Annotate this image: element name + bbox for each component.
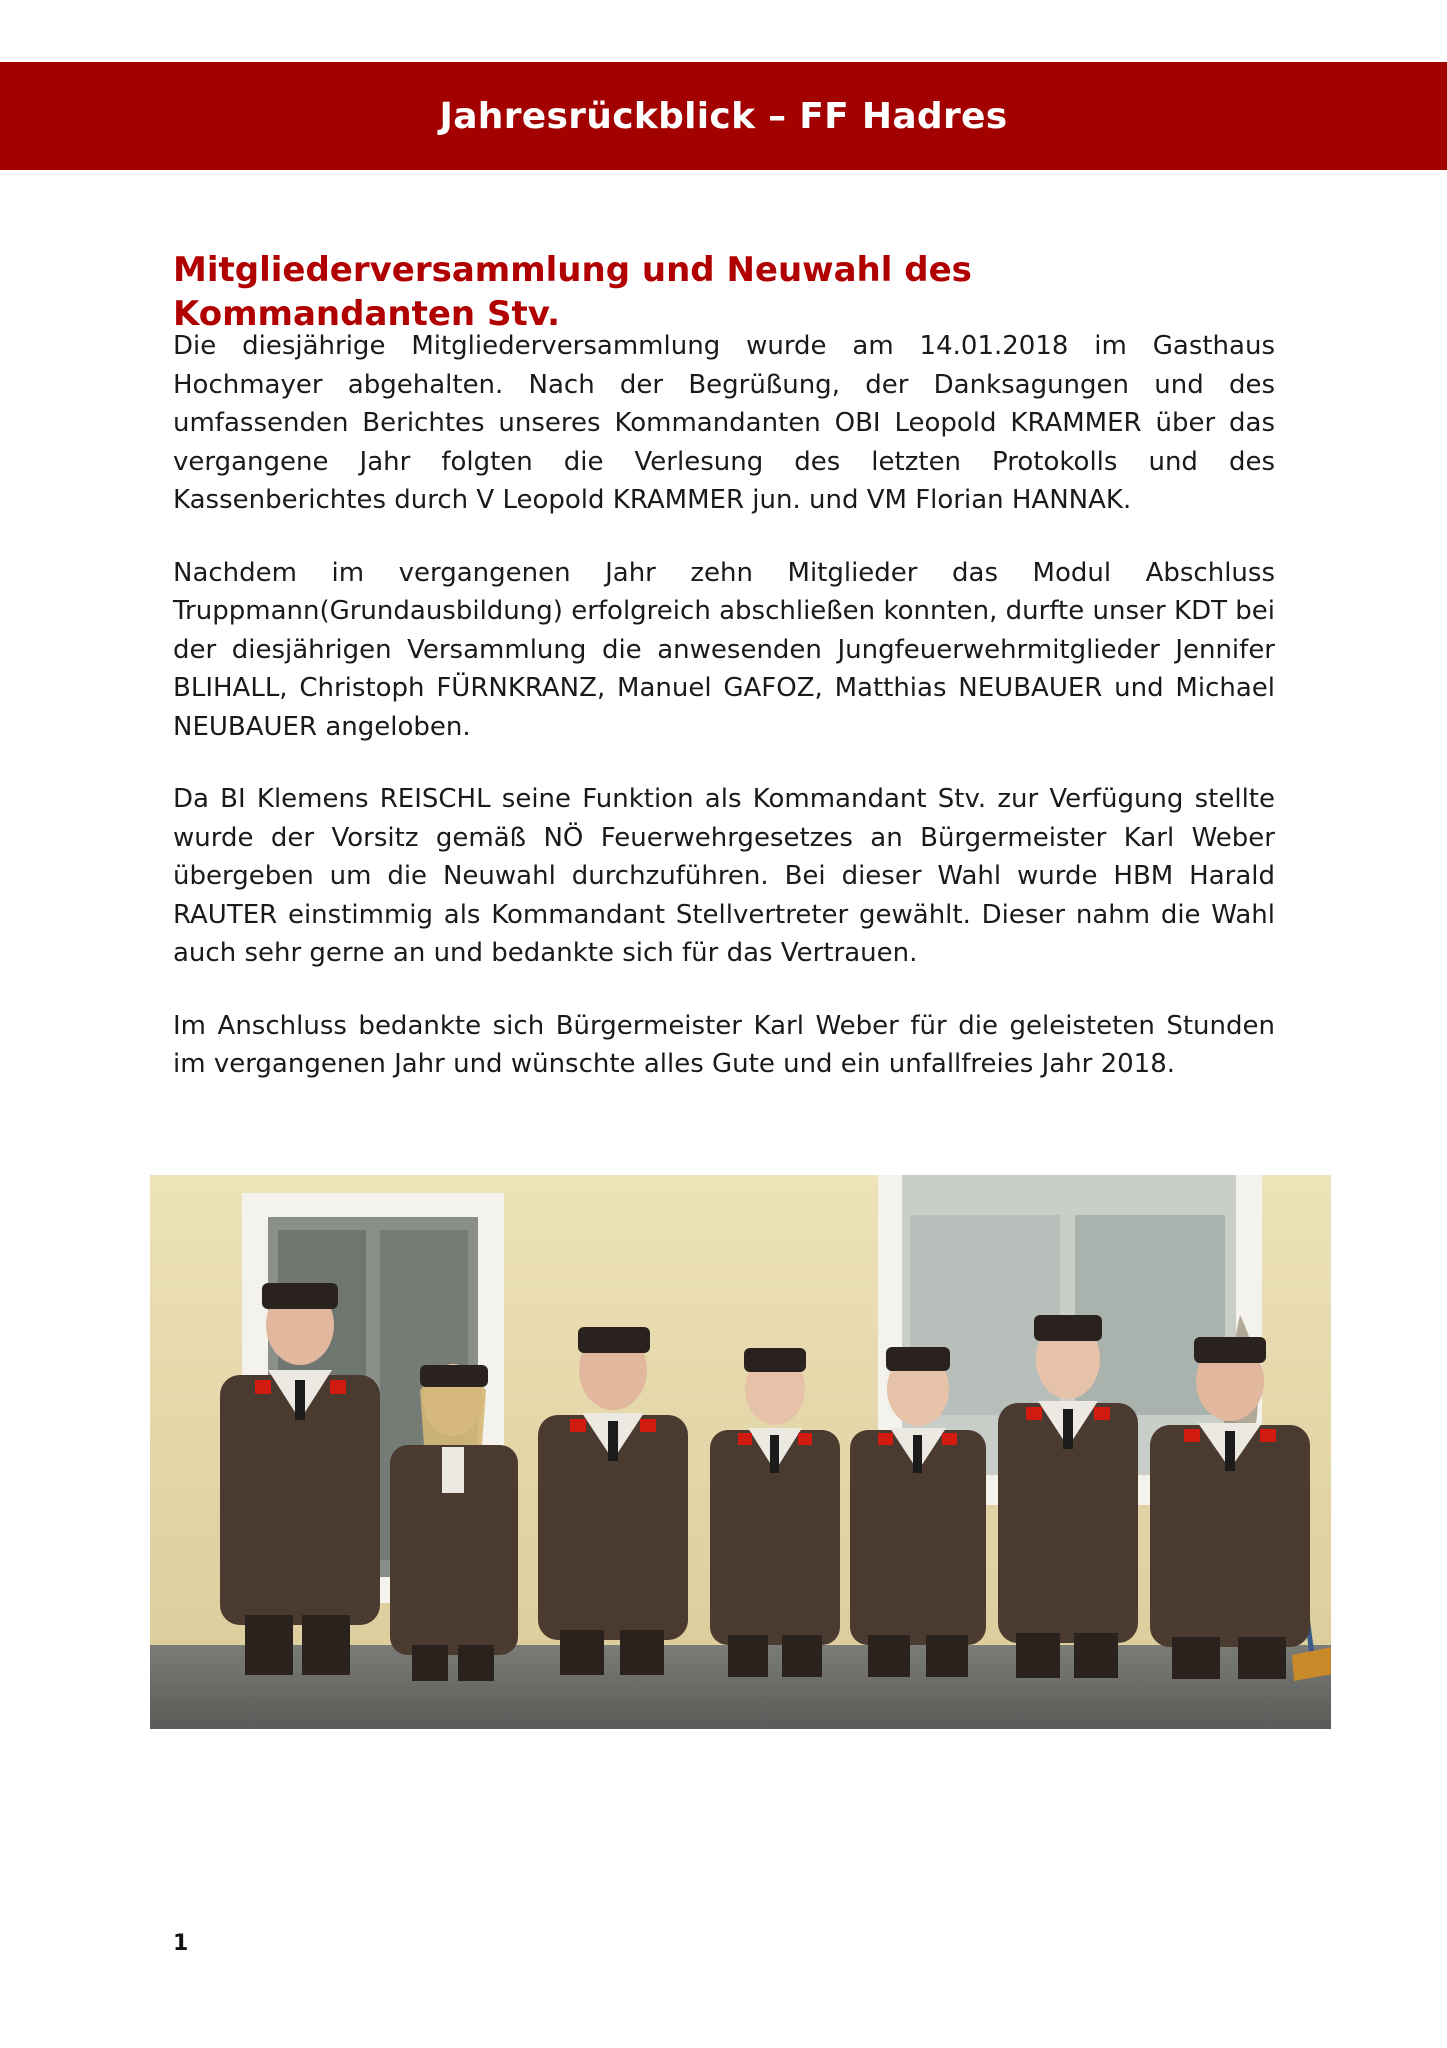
paragraph-3: Da BI Klemens REISCHL seine Funktion als Kommandant Stv. zur Verfügung stellte wurde der Vorsitz gemäß NÖ Feuerwehrgesetzes an Bürgermeister Karl Weber übergeben um die Neuwahl durchzuführen. Bei dieser Wahl wurde HBM Harald RAUTER einstimmig als Kommandant Stellvertreter gewählt. Dieser nahm die Wahl auch sehr gerne an und bedankte sich für das Vertrauen.: [173, 784, 1275, 968]
paragraph-1: Die diesjährige Mitgliederversammlung wurde am 14.01.2018 im Gasthaus Hochmayer abgehalten. Nach der Begrüßung, der Danksagungen und des umfassenden Berichtes unseres Kommandanten OBI Leopold KRAMMER über das vergangene Jahr folgten die Verlesung des letzten Protokolls und des Kassenberichtes durch V Leopold KRAMMER jun. und VM Florian HANNAK.: [173, 331, 1275, 515]
header-title: Jahresrückblick – FF Hadres: [439, 95, 1008, 137]
paragraph-2: Nachdem im vergangenen Jahr zehn Mitglieder das Modul Abschluss Truppmann(Grundausbildung) erfolgreich abschließen konnten, durfte unser KDT bei der diesjährigen Versammlung die anwesenden Jungfeuerwehrmitglieder Jennifer BLIHALL, Christoph FÜRNKRANZ, Manuel GAFOZ, Matthias NEUBAUER und Michael NEUBAUER angeloben.: [173, 557, 1275, 742]
article-title: Mitgliederversammlung und Neuwahl des Kommandanten Stv.: [173, 250, 972, 334]
header-bar: [0, 62, 1447, 170]
page-number: 1: [173, 1931, 189, 1956]
paragraph-4: Im Anschluss bedankte sich Bürgermeister Karl Weber für die geleisteten Stunden im vergangenen Jahr und wünschte alles Gute und ein unfallfreies Jahr 2018.: [173, 1010, 1275, 1079]
group-photo-illustration: [150, 1175, 1331, 1729]
article-body: [173, 327, 1275, 1118]
group-photo: [150, 1175, 1331, 1729]
